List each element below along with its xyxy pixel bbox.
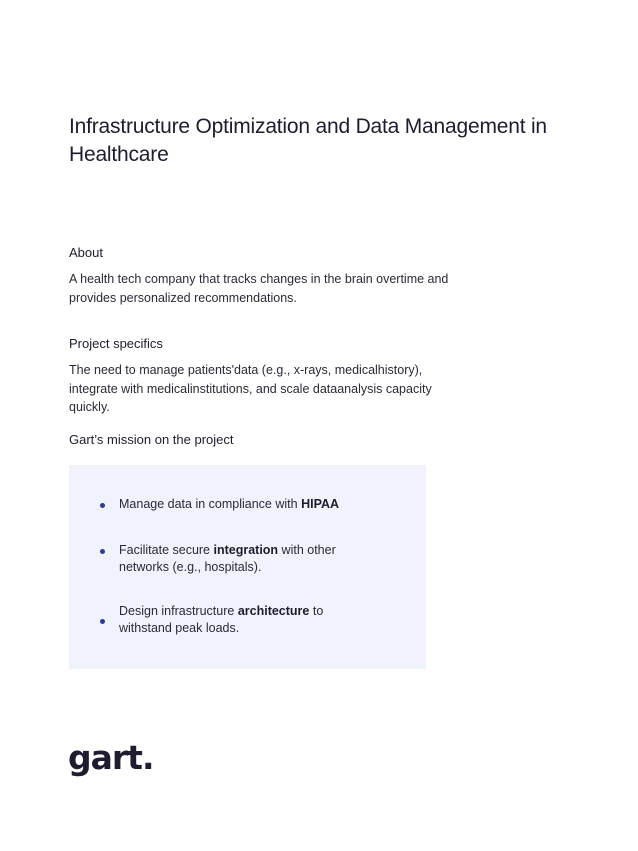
item-text-bold: integration <box>213 543 279 557</box>
bullet-icon <box>100 549 105 554</box>
mission-item-text <box>119 603 379 637</box>
mission-heading: Gart’s mission on the project <box>69 432 234 447</box>
mission-list <box>69 465 426 669</box>
bullet-icon <box>100 503 105 508</box>
gart-logo <box>68 742 158 783</box>
page-title: Infrastructure Optimization and Data Management in Healthcare <box>69 115 547 166</box>
item-text-before: Design infrastructure <box>119 604 238 618</box>
gart-logo-text: gart. <box>68 742 154 777</box>
specifics-heading: Project specifics <box>69 336 163 351</box>
about-heading: About <box>69 245 103 260</box>
item-text-after: to withstand peak loads. <box>119 604 324 635</box>
item-text-before: Facilitate secure <box>119 543 214 557</box>
item-text-before: Manage data in compliance with <box>119 497 302 511</box>
bullet-icon <box>100 619 105 624</box>
specifics-text: The need to manage patients'data (e.g., x-rays, medicalhistory), integrate with medicalinstitutions, and scale dataanalysis capacity quickly. <box>69 363 432 414</box>
item-text-bold: HIPAA <box>301 497 340 511</box>
item-text-bold: architecture <box>237 604 310 618</box>
about-text: A health tech company that tracks changes in the brain overtime and provides personalized recommendations. <box>69 272 449 305</box>
gart-logo-mark <box>68 742 158 778</box>
mission-item-text <box>119 496 379 513</box>
item-text-after: with other networks (e.g., hospitals). <box>119 543 336 574</box>
mission-item-text <box>119 542 379 576</box>
